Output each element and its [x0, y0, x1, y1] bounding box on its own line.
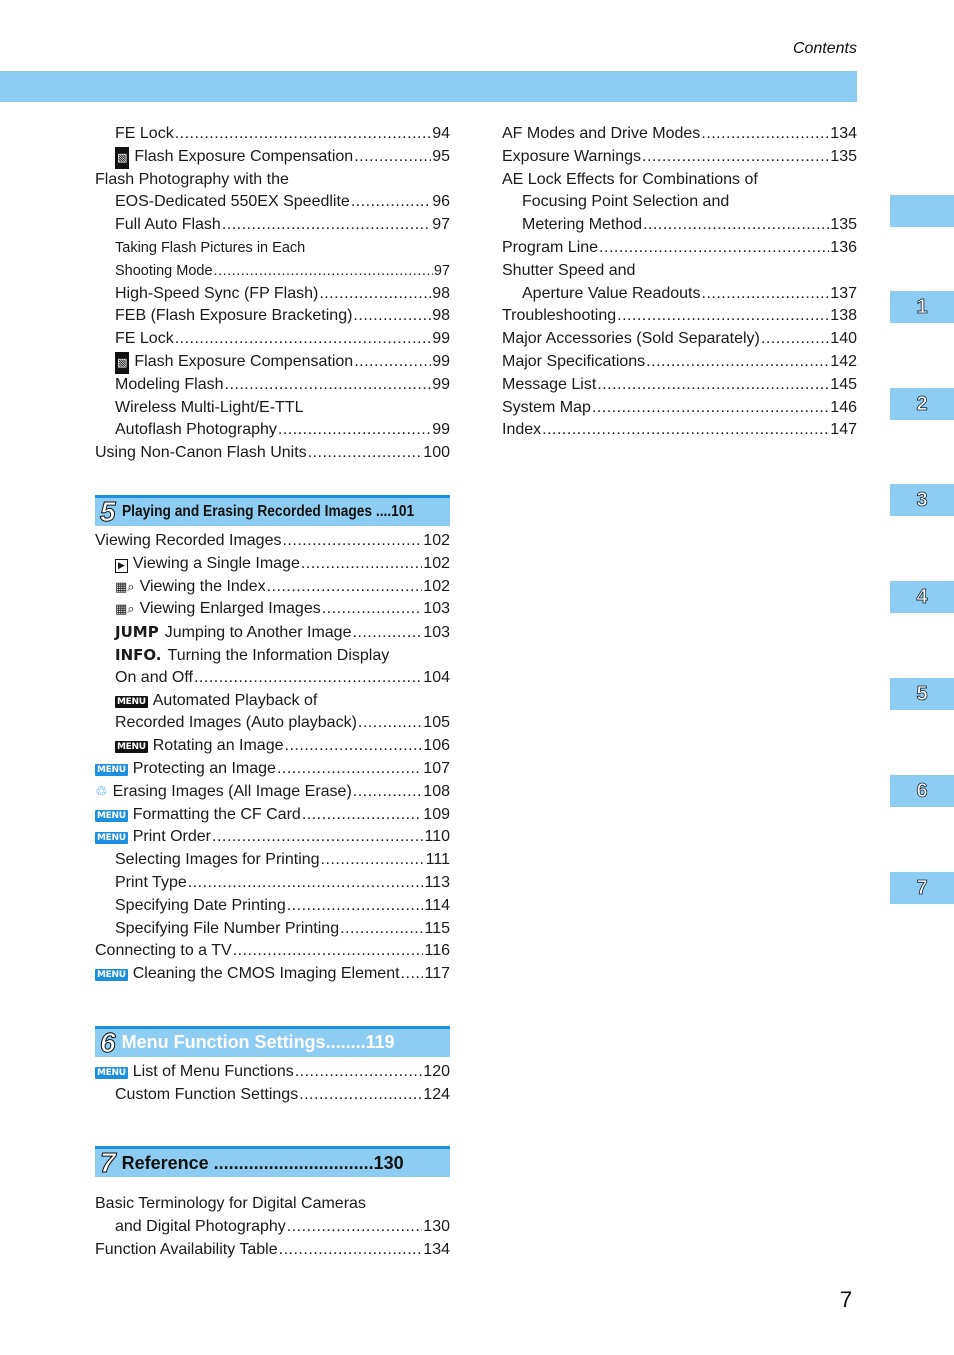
toc-entry[interactable] — [95, 644, 450, 667]
toc-entry-title: Flash Exposure Compensation — [134, 352, 354, 370]
toc-entry-page: 111 — [425, 851, 450, 869]
toc-entry-title: Function Availability Table — [95, 1241, 278, 1259]
toc-list-section-7 — [95, 1193, 450, 1261]
flash-exposure-compensation-icon: ▧ — [115, 147, 129, 169]
menu-icon: MENU — [117, 696, 146, 707]
section-title: Reference ................................130 — [121, 1152, 404, 1173]
toc-entry[interactable] — [502, 374, 857, 397]
toc-entry-title: Flash Exposure Compensation — [134, 147, 354, 165]
toc-entry-title: Metering Method — [522, 216, 643, 234]
toc-list-appendix — [502, 123, 857, 442]
toc-entry-page: 102 — [423, 531, 450, 549]
toc-entry[interactable] — [95, 963, 450, 986]
toc-entry-title: Shutter Speed and — [502, 261, 636, 279]
toc-entry-title: Index — [502, 421, 542, 439]
toc-entry[interactable] — [502, 397, 857, 420]
toc-entry-page: 107 — [423, 759, 450, 777]
toc-entry[interactable] — [95, 758, 450, 781]
dot-leader — [597, 374, 829, 397]
section-number: 6 — [100, 1026, 116, 1058]
dot-leader — [354, 351, 431, 374]
header-label: Contents — [792, 40, 857, 57]
dot-leader — [319, 283, 431, 306]
toc-entry[interactable] — [95, 374, 450, 397]
toc-entry-title: Specifying File Number Printing — [115, 919, 340, 937]
toc-entry[interactable] — [95, 804, 450, 827]
toc-list-flash — [95, 123, 450, 465]
toc-entry-title: High-Speed Sync (FP Flash) — [115, 284, 319, 302]
toc-entry[interactable] — [95, 872, 450, 895]
section-7-heading[interactable] — [95, 1146, 450, 1177]
toc-entry-page: 135 — [830, 216, 857, 234]
toc-entry-page: 99 — [432, 330, 450, 348]
side-tab-5[interactable]: 5 — [890, 678, 954, 710]
header-bar — [0, 71, 857, 102]
toc-entry-page: 142 — [830, 352, 857, 370]
toc-entry-page: 138 — [830, 307, 857, 325]
dot-leader — [643, 214, 829, 237]
dot-leader — [301, 553, 422, 576]
info-icon: INFO. — [115, 645, 162, 664]
toc-entry-page: 116 — [424, 942, 450, 960]
toc-entry[interactable] — [95, 690, 450, 713]
toc-entry[interactable] — [95, 283, 450, 306]
toc-entry-title: Erasing Images (All Image Erase) — [112, 782, 352, 800]
side-tab-blank[interactable] — [890, 195, 954, 227]
dot-leader — [646, 351, 829, 374]
side-tab-1[interactable]: 1 — [890, 291, 954, 323]
toc-entry[interactable] — [95, 1084, 450, 1107]
dot-leader — [278, 419, 431, 442]
menu-icon: MENU — [97, 810, 126, 821]
toc-list-section-6 — [95, 1061, 450, 1107]
toc-entry[interactable] — [95, 191, 450, 214]
toc-entry[interactable] — [95, 1216, 450, 1239]
toc-entry-page: 114 — [424, 896, 450, 914]
toc-entry-page: 103 — [423, 624, 450, 642]
toc-entry-title: FE Lock — [115, 330, 174, 348]
menu-icon: MENU — [97, 1067, 126, 1078]
toc-entry-title: List of Menu Functions — [132, 1062, 294, 1080]
dot-leader — [351, 191, 431, 214]
flash-exposure-compensation-icon: ▧ — [115, 352, 129, 374]
toc-entry[interactable] — [502, 419, 857, 442]
toc-entry-title: Flash Photography with the — [95, 170, 289, 188]
jump-icon: JUMP — [115, 623, 159, 642]
dot-leader — [308, 442, 423, 465]
dot-leader — [321, 849, 425, 872]
toc-entry-page: 104 — [423, 668, 450, 686]
dot-leader — [225, 374, 432, 397]
toc-entry-page: 134 — [423, 1241, 450, 1259]
toc-entry[interactable] — [502, 283, 857, 306]
toc-entry[interactable] — [95, 260, 450, 283]
toc-entry-title: Selecting Images for Printing — [115, 851, 320, 869]
dot-leader — [267, 576, 423, 599]
dot-leader — [233, 940, 424, 963]
toc-entry[interactable] — [502, 146, 857, 169]
toc-entry[interactable] — [95, 712, 450, 735]
menu-icon: MENU — [97, 970, 126, 981]
toc-entry-page: 102 — [423, 554, 450, 572]
toc-entry-title: Basic Terminology for Digital Cameras — [95, 1195, 366, 1213]
section-6-heading[interactable] — [95, 1026, 450, 1057]
toc-entry[interactable] — [95, 895, 450, 918]
dot-leader — [352, 622, 422, 644]
toc-entry[interactable] — [95, 146, 450, 169]
toc-entry-title: AF Modes and Drive Modes — [502, 125, 701, 142]
dot-leader — [212, 826, 423, 849]
toc-entry[interactable] — [95, 419, 450, 442]
menu-icon: MENU — [97, 764, 126, 775]
dot-leader — [222, 214, 431, 237]
side-tab-2[interactable]: 2 — [890, 388, 954, 420]
toc-entry[interactable] — [95, 214, 450, 237]
dot-leader — [175, 328, 432, 351]
page-number: 7 — [840, 1287, 853, 1312]
toc-entry-title: EOS-Dedicated 550EX Speedlite — [115, 193, 350, 211]
toc-entry-title: Specifying Date Printing — [115, 896, 286, 914]
toc-entry-page: 134 — [830, 125, 857, 142]
menu-icon: MENU — [97, 833, 126, 844]
toc-entry-title: Viewing a Single Image — [132, 554, 300, 572]
toc-entry-title: Viewing the Index — [139, 577, 266, 595]
toc-entry-page: 99 — [432, 375, 450, 393]
toc-entry[interactable] — [502, 237, 857, 260]
toc-entry-page: 124 — [423, 1085, 450, 1103]
toc-entry-title: Using Non-Canon Flash Units — [95, 444, 307, 462]
toc-entry-title: Program Line — [502, 238, 599, 256]
toc-entry-page: 102 — [423, 577, 450, 595]
section-title: Playing and Erasing Recorded Images ....101 — [121, 502, 414, 520]
toc-entry-title: Recorded Images (Auto playback) — [115, 714, 357, 732]
toc-entry[interactable] — [95, 918, 450, 941]
toc-entry-page: 95 — [432, 147, 450, 165]
dot-leader — [188, 872, 424, 895]
side-tab-3[interactable]: 3 — [890, 484, 954, 516]
dot-leader — [701, 283, 829, 306]
toc-entry-page: 109 — [423, 805, 450, 823]
toc-entry-title: FE Lock — [115, 125, 174, 142]
toc-entry-page: 147 — [830, 421, 857, 439]
toc-entry-title: Turning the Information Display — [167, 646, 390, 664]
toc-entry-page: 94 — [432, 125, 450, 142]
toc-entry-title: Custom Function Settings — [115, 1085, 299, 1103]
toc-entry-page: 108 — [423, 782, 450, 800]
toc-entry-title: AE Lock Effects for Combinations of — [502, 170, 758, 188]
dot-leader — [302, 804, 422, 827]
toc-entry-title: Rotating an Image — [152, 737, 284, 755]
side-tab-6[interactable]: 6 — [890, 775, 954, 807]
toc-entry-title: Jumping to Another Image — [164, 624, 352, 642]
toc-right-column — [502, 123, 857, 442]
toc-entry[interactable] — [95, 1239, 450, 1262]
toc-entry-title: and Digital Photography — [115, 1218, 286, 1236]
toc-entry-title: On and Off — [115, 668, 193, 686]
toc-entry[interactable] — [502, 169, 857, 192]
toc-entry-title: Shooting Mode — [115, 262, 213, 279]
toc-entry-title: Wireless Multi-Light/E-TTL — [115, 398, 304, 416]
dot-leader — [401, 963, 424, 986]
toc-entry[interactable] — [502, 123, 857, 146]
toc-entry[interactable] — [95, 826, 450, 849]
dot-leader — [214, 260, 433, 283]
toc-entry[interactable] — [502, 191, 857, 214]
dot-leader — [295, 1061, 423, 1084]
toc-entry-title: Viewing Enlarged Images — [139, 600, 321, 618]
dot-leader — [299, 1084, 422, 1107]
toc-entry-title: Cleaning the CMOS Imaging Element — [132, 965, 400, 983]
toc-entry[interactable] — [95, 351, 450, 374]
dot-leader — [592, 397, 829, 420]
toc-entry-title: Troubleshooting — [502, 307, 617, 325]
toc-entry-page: 130 — [423, 1218, 450, 1236]
toc-entry-page: 97 — [432, 216, 450, 234]
section-number: 5 — [100, 495, 116, 527]
trash-icon: ♲ — [95, 783, 108, 800]
dot-leader — [642, 146, 829, 169]
toc-left-column — [95, 123, 450, 1262]
section-title: Menu Function Settings........119 — [121, 1032, 395, 1053]
toc-entry-title: System Map — [502, 398, 591, 416]
menu-icon: MENU — [117, 742, 146, 753]
toc-entry-title: Major Accessories (Sold Separately) — [502, 330, 760, 348]
dot-leader — [287, 895, 424, 918]
toc-entry-title: Automated Playback of — [152, 691, 318, 709]
toc-entry[interactable] — [95, 237, 450, 260]
toc-entry-title: Protecting an Image — [132, 759, 276, 777]
toc-entry-title: FEB (Flash Exposure Bracketing) — [115, 307, 353, 325]
toc-entry-page: 135 — [830, 147, 857, 165]
toc-entry-page: 136 — [830, 238, 857, 256]
dot-leader — [353, 305, 431, 328]
toc-entry-title: Autoflash Photography — [115, 421, 277, 439]
toc-entry[interactable] — [95, 621, 450, 644]
toc-entry-page: 99 — [432, 352, 450, 370]
toc-entry-page: 97 — [433, 262, 450, 279]
dot-leader — [282, 530, 422, 553]
toc-entry[interactable] — [95, 328, 450, 351]
toc-entry[interactable] — [502, 260, 857, 283]
index-magnify-icon: ▦⌕ — [115, 579, 135, 595]
side-tab-7[interactable]: 7 — [890, 872, 954, 904]
toc-entry-page: 99 — [432, 421, 450, 439]
toc-entry-page: 146 — [830, 398, 857, 416]
toc-entry[interactable] — [502, 305, 857, 328]
section-5-heading[interactable] — [95, 495, 450, 526]
toc-entry[interactable] — [95, 940, 450, 963]
toc-entry-page: 105 — [423, 714, 450, 732]
toc-entry-page: 106 — [423, 737, 450, 755]
toc-entry[interactable] — [95, 667, 450, 690]
toc-list-section-5 — [95, 530, 450, 986]
toc-entry-page: 145 — [830, 375, 857, 393]
dot-leader — [761, 328, 829, 351]
dot-leader — [354, 146, 431, 169]
toc-entry-title: Viewing Recorded Images — [95, 531, 282, 549]
dot-leader — [617, 305, 829, 328]
toc-entry-page: 115 — [424, 919, 450, 937]
toc-entry-title: Major Specifications — [502, 352, 646, 370]
toc-entry-title: Focusing Point Selection and — [522, 193, 730, 211]
toc-entry-title: Aperture Value Readouts — [522, 284, 701, 302]
toc-entry[interactable] — [95, 123, 450, 146]
toc-entry-page: 96 — [432, 193, 450, 211]
side-tab-4[interactable]: 4 — [890, 581, 954, 613]
dot-leader — [285, 735, 423, 758]
toc-entry-page: 117 — [424, 965, 450, 983]
dot-leader — [277, 758, 422, 781]
toc-entry[interactable] — [95, 442, 450, 465]
dot-leader — [194, 667, 422, 690]
toc-entry-page: 98 — [432, 307, 450, 325]
dot-leader — [701, 123, 829, 146]
toc-entry[interactable] — [95, 849, 450, 872]
toc-entry-title: Print Order — [132, 828, 211, 846]
toc-entry-title: Exposure Warnings — [502, 147, 642, 165]
toc-entry-page: 120 — [423, 1062, 450, 1080]
toc-entry-title: Full Auto Flash — [115, 216, 221, 234]
dot-leader — [542, 419, 829, 442]
toc-entry[interactable] — [502, 214, 857, 237]
toc-entry[interactable] — [95, 530, 450, 553]
dot-leader — [279, 1239, 423, 1262]
toc-entry[interactable] — [502, 328, 857, 351]
toc-entry-title: Connecting to a TV — [95, 942, 232, 960]
dot-leader — [599, 237, 829, 260]
section-number: 7 — [100, 1147, 116, 1179]
toc-entry-page: 98 — [432, 284, 450, 302]
toc-entry[interactable] — [95, 169, 450, 192]
dot-leader — [340, 918, 423, 941]
dot-leader — [287, 1216, 423, 1239]
toc-entry-page: 103 — [423, 600, 450, 618]
toc-entry[interactable] — [95, 781, 450, 804]
toc-entry[interactable] — [95, 305, 450, 328]
toc-entry[interactable] — [95, 598, 450, 621]
dot-leader — [175, 123, 432, 146]
toc-entry-title: Taking Flash Pictures in Each — [115, 239, 306, 256]
toc-entry-page: 137 — [830, 284, 857, 302]
toc-entry[interactable] — [95, 553, 450, 576]
toc-entry-title: Formatting the CF Card — [132, 805, 301, 823]
toc-entry[interactable] — [95, 576, 450, 599]
toc-entry-page: 113 — [424, 873, 450, 891]
toc-entry-title: Print Type — [115, 873, 187, 891]
toc-entry[interactable] — [95, 735, 450, 758]
playback-icon: ▶ — [115, 559, 128, 573]
toc-entry-page: 140 — [830, 330, 857, 348]
toc-entry-title: Message List — [502, 375, 597, 393]
dot-leader — [358, 712, 422, 735]
toc-entry[interactable] — [95, 397, 450, 420]
toc-entry-page: 110 — [424, 828, 450, 846]
toc-entry-page: 100 — [423, 444, 450, 462]
toc-entry[interactable] — [95, 1193, 450, 1216]
index-magnify-icon: ▦⌕ — [115, 602, 135, 618]
toc-entry-title: Modeling Flash — [115, 375, 224, 393]
dot-leader — [322, 598, 423, 621]
toc-entry[interactable] — [502, 351, 857, 374]
toc-entry[interactable] — [95, 1061, 450, 1084]
dot-leader — [353, 781, 423, 804]
